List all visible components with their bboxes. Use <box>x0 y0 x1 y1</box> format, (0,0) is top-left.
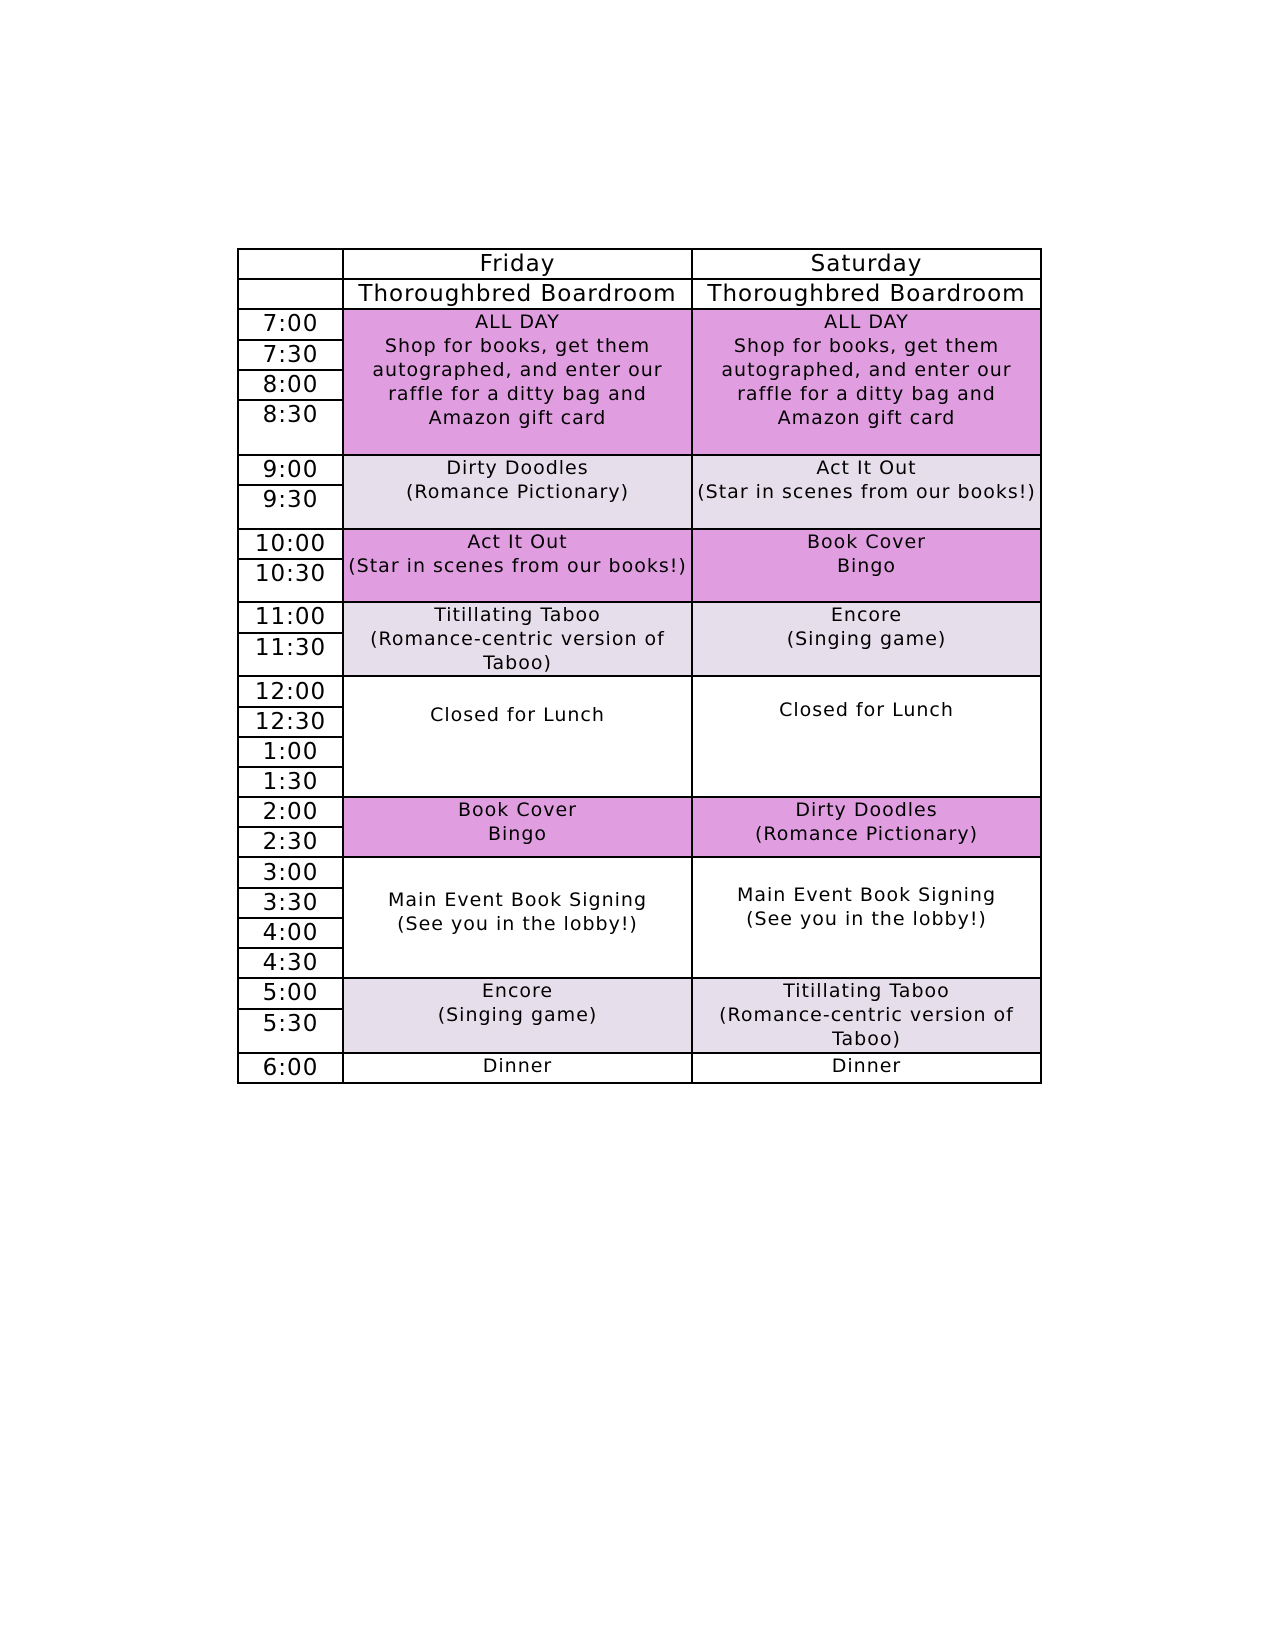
corner-cell <box>238 279 343 309</box>
event-detail: Shop for books, get them autographed, and enter our raffle for a ditty bag and Amazon gift card <box>372 335 663 430</box>
time-slot: 4:30 <box>238 948 343 978</box>
event-title: Dirty Doodles <box>446 457 589 480</box>
time-slot: 5:30 <box>238 1009 343 1053</box>
event-cell-friday-all-day <box>343 309 692 455</box>
event-title: Dinner <box>482 1054 553 1077</box>
event-title: ALL DAY <box>824 311 909 334</box>
time-slot: 10:00 <box>238 529 343 559</box>
event-cell-friday-dirty-doodles <box>343 455 692 528</box>
time-slot: 11:30 <box>238 633 343 677</box>
event-cell-saturday-encore <box>692 602 1041 676</box>
event-detail: (Romance Pictionary) <box>405 481 630 504</box>
event-detail: (Romance-centric version of Taboo) <box>719 1004 1014 1051</box>
event-cell-saturday-lunch <box>692 676 1041 797</box>
event-title: Act It Out <box>816 457 917 480</box>
event-title: Dinner <box>831 1054 902 1077</box>
event-detail: Shop for books, get them autographed, and enter our raffle for a ditty bag and Amazon gift card <box>721 335 1012 430</box>
time-slot: 10:30 <box>238 559 343 602</box>
event-cell-saturday-book-cover-bingo <box>692 529 1041 602</box>
event-cell-saturday-all-day <box>692 309 1041 455</box>
event-detail: (Romance-centric version of Taboo) <box>370 628 665 675</box>
event-cell-friday-titillating-taboo <box>343 602 692 676</box>
event-title: Encore <box>481 980 554 1003</box>
event-title: Book Cover <box>807 530 926 553</box>
event-detail: (Star in scenes from our books!) <box>697 481 1036 504</box>
event-detail: (See you in the lobby!) <box>746 908 987 931</box>
event-detail: Bingo <box>836 554 897 577</box>
event-title: Encore <box>830 604 903 627</box>
event-title: Main Event Book Signing <box>387 889 647 912</box>
time-slot: 9:00 <box>238 455 343 485</box>
event-cell-friday-act-it-out <box>343 529 692 602</box>
event-detail: (Star in scenes from our books!) <box>348 554 687 577</box>
time-slot: 7:30 <box>238 340 343 370</box>
time-slot: 9:30 <box>238 485 343 528</box>
time-slot: 2:00 <box>238 797 343 827</box>
event-cell-friday-book-cover-bingo <box>343 797 692 857</box>
event-cell-friday-lunch <box>343 676 692 797</box>
event-title: Dirty Doodles <box>795 799 938 822</box>
event-title: Closed for Lunch <box>430 704 605 727</box>
event-cell-friday-encore <box>343 978 692 1052</box>
schedule-table <box>237 248 1042 1084</box>
time-slot: 3:00 <box>238 857 343 887</box>
time-slot: 3:30 <box>238 888 343 918</box>
event-detail: (Singing game) <box>786 628 947 651</box>
event-title: Act It Out <box>467 530 568 553</box>
time-slot: 4:00 <box>238 918 343 948</box>
time-slot: 12:00 <box>238 676 343 706</box>
room-header-friday: Thoroughbred Boardroom <box>343 279 692 309</box>
event-cell-saturday-titillating-taboo <box>692 978 1041 1052</box>
event-detail: (See you in the lobby!) <box>397 913 638 936</box>
corner-cell <box>238 249 343 279</box>
time-slot: 8:30 <box>238 400 343 455</box>
day-header-saturday: Saturday <box>692 249 1041 279</box>
event-cell-saturday-act-it-out <box>692 455 1041 528</box>
time-slot: 12:30 <box>238 707 343 737</box>
time-slot: 1:00 <box>238 737 343 767</box>
event-cell-friday-dinner <box>343 1053 692 1083</box>
event-detail: Bingo <box>487 823 548 846</box>
time-slot: 7:00 <box>238 309 343 339</box>
event-title: Titillating Taboo <box>783 980 950 1003</box>
room-header-saturday: Thoroughbred Boardroom <box>692 279 1041 309</box>
time-slot: 11:00 <box>238 602 343 633</box>
time-slot: 6:00 <box>238 1053 343 1083</box>
event-title: Book Cover <box>458 799 577 822</box>
event-detail: (Singing game) <box>437 1004 598 1027</box>
time-slot: 2:30 <box>238 827 343 857</box>
event-cell-friday-book-signing <box>343 857 692 978</box>
time-slot: 1:30 <box>238 767 343 797</box>
event-title: Closed for Lunch <box>779 699 954 722</box>
event-title: Main Event Book Signing <box>736 884 996 907</box>
event-detail: (Romance Pictionary) <box>754 823 979 846</box>
day-header-friday: Friday <box>343 249 692 279</box>
event-cell-saturday-dirty-doodles <box>692 797 1041 857</box>
time-slot: 8:00 <box>238 370 343 400</box>
event-cell-saturday-book-signing <box>692 857 1041 978</box>
event-title: Titillating Taboo <box>434 604 601 627</box>
event-cell-saturday-dinner <box>692 1053 1041 1083</box>
event-title: ALL DAY <box>475 311 560 334</box>
time-slot: 5:00 <box>238 978 343 1009</box>
